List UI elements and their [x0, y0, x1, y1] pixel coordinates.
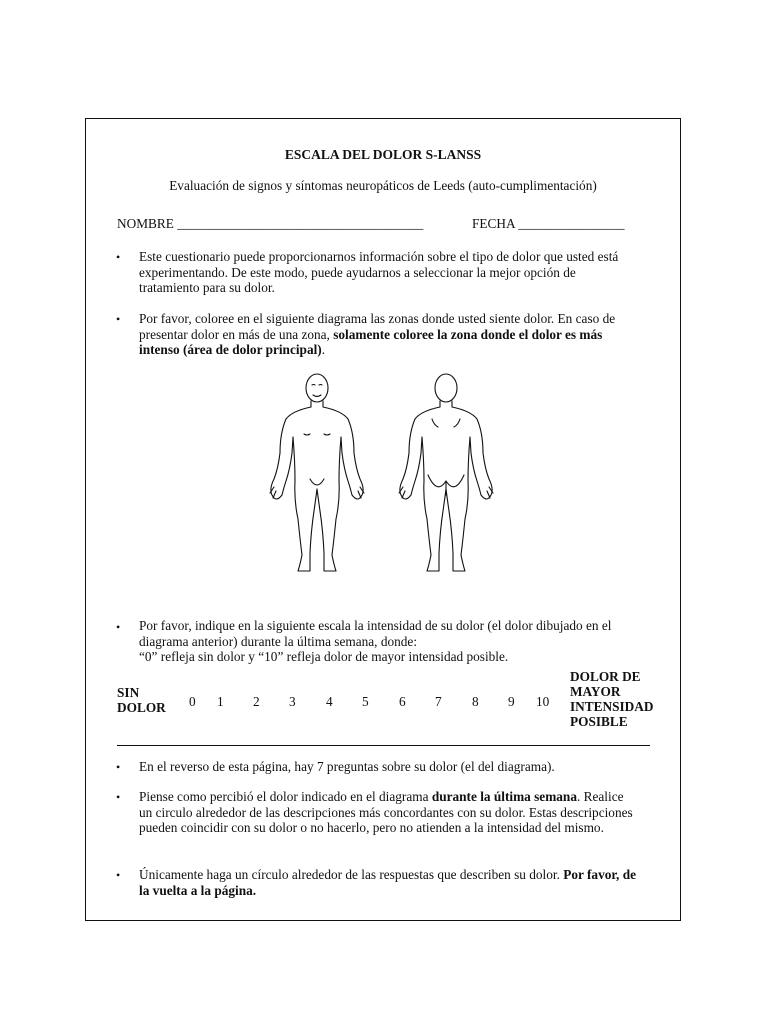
- date-label: FECHA: [472, 216, 515, 231]
- bullet-text-coloring: Por favor, coloree en el siguiente diagrama las zonas donde usted siente dolor. En caso de presentar dolor en más de una zona, solamente coloree la zona donde el dolor es más intenso (área de dolor principal).: [139, 311, 616, 358]
- questionnaire-page: [85, 118, 681, 921]
- bullet-icon: •: [116, 868, 121, 882]
- scale-option-6[interactable]: 6: [399, 694, 406, 709]
- date-field[interactable]: [472, 216, 625, 232]
- scale-option-3[interactable]: 3: [289, 694, 296, 709]
- bullet-icon: •: [116, 790, 121, 804]
- scale-option-0[interactable]: 0: [189, 694, 196, 709]
- scale-option-9[interactable]: 9: [508, 694, 515, 709]
- scale-option-4[interactable]: 4: [326, 694, 333, 709]
- divider-line: [117, 745, 650, 746]
- name-field[interactable]: [117, 216, 423, 232]
- scale-no-pain-label: SIN DOLOR: [117, 685, 166, 715]
- date-line[interactable]: ________________: [518, 216, 625, 231]
- scale-option-1[interactable]: 1: [217, 694, 224, 709]
- bullet-text-intro: Este cuestionario puede proporcionarnos información sobre el tipo de dolor que usted está experimentando. De este modo, puede ayudarnos a seleccionar la mejor opción de tratamiento para su dolor.: [139, 249, 619, 296]
- scale-option-8[interactable]: 8: [472, 694, 479, 709]
- document-title: ESCALA DEL DOLOR S-LANSS: [284, 147, 482, 162]
- scale-max-pain-label: DOLOR DE MAYOR INTENSIDAD POSIBLE: [570, 669, 654, 729]
- bullet-text-circle-answers: Únicamente haga un círculo alrededor de las respuestas que describen su dolor. Por favor, de la vuelta a la página.: [139, 867, 637, 898]
- body-diagram[interactable]: [262, 371, 502, 577]
- body-back-figure: [399, 374, 493, 571]
- bullet-icon: •: [116, 760, 121, 774]
- bullet-text-scale-instructions: Por favor, indique en la siguiente escala la intensidad de su dolor (el dolor dibujado en el diagrama anterior) durante la última semana, donde: “0” refleja sin dolor y “10” refleja dolor de mayor intensidad posible.: [139, 618, 612, 665]
- bullet-text-last-week: Piense como percibió el dolor indicado en el diagrama durante la última semana. Realice un circulo alrededor de las descripciones más concordantes con su dolor. Estas descripciones pueden coincidir con su dolor o no hacerlo, pero no atienden a la intensidad del mismo.: [139, 789, 633, 836]
- scale-option-5[interactable]: 5: [362, 694, 369, 709]
- body-front-figure: [270, 374, 364, 571]
- bullet-icon: •: [116, 312, 121, 326]
- bullet-icon: •: [116, 250, 121, 264]
- scale-option-10[interactable]: 10: [536, 694, 550, 709]
- bullet-text-reverse: En el reverso de esta página, hay 7 preguntas sobre su dolor (el del diagrama).: [139, 759, 555, 774]
- name-line[interactable]: _____________________________________: [177, 216, 424, 231]
- scale-option-2[interactable]: 2: [253, 694, 260, 709]
- bullet-icon: •: [116, 620, 121, 634]
- scale-option-7[interactable]: 7: [435, 694, 442, 709]
- name-label: NOMBRE: [117, 216, 174, 231]
- document-subtitle: Evaluación de signos y síntomas neuropáticos de Leeds (auto-cumplimentación): [169, 178, 597, 193]
